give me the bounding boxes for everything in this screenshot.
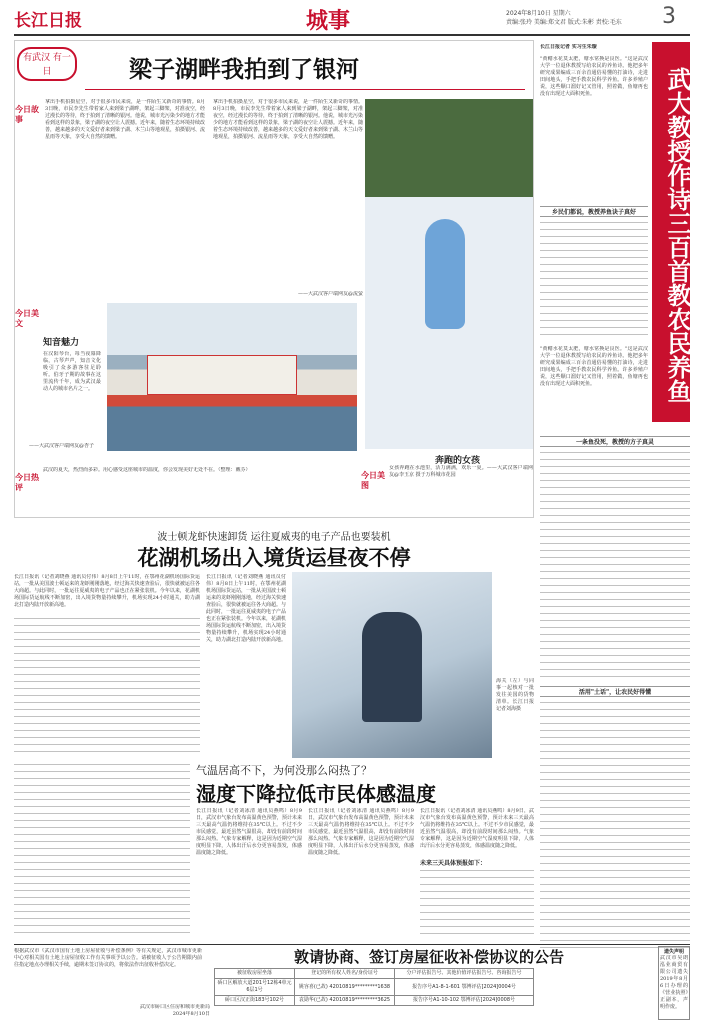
column-logo: 有武汉 有一日 xyxy=(17,47,77,81)
cargo-body-lines xyxy=(14,616,200,756)
table-row xyxy=(215,996,534,1006)
notice-left-text: 根据武汉市《武汉市国有土地上房屋征收与补偿条例》等有关规定，武汉市城市更新中心对相关国有土地上房屋征收工作有关事项予以公告。请被征收人于公告期限内前往指定地点办理相关手续，逾期未签订协议的，将依法作出征收补偿决定。 xyxy=(14,948,202,968)
cargo-body-1: 长江日报讯（记者刘晓燕 通讯员付伟）8月8日上午11时，在鄂州花湖机场国际货运站，一批从美国波士顿运来的龙虾刚刚落地，经过海关快速查验后，很快就被运往各大商超。与此同时，一批运往夏威夷的电子产品也正在紧张装机。今年以来，花湖机场国际货运航线不断加密，出入境货物量持续攀升，机场实现24小时通关，助力湖北打造内陆开放新高地。 xyxy=(14,574,200,608)
weather-story xyxy=(14,762,534,938)
ad-title: 遗失声明 xyxy=(663,949,684,955)
cargo-story xyxy=(14,528,534,758)
right-body-lines-3 xyxy=(540,700,690,950)
customs-photo xyxy=(292,572,492,758)
right-kicker: 长江日报记者 实习生朱璇 xyxy=(540,44,597,50)
forecast-lines xyxy=(420,868,534,936)
editor-credits: 责编:张玲 美编:郑文君 版式:朱彬 责校:毛东 xyxy=(506,19,622,26)
table-cell: 袁勋华(已故) 42010819*********3625 xyxy=(295,996,395,1006)
table-header: 被征收房屋坐落 xyxy=(215,969,295,979)
cargo-continuation-lines xyxy=(14,762,190,938)
notice-table xyxy=(214,968,534,1006)
subhead-3: 活用"土话"，让农民好得懂 xyxy=(540,686,690,697)
subhead-2: 一条鱼没死，教授的方子真灵 xyxy=(540,436,690,447)
ferry-photo xyxy=(107,303,357,451)
photo-caption: 女孩奔跑在水池里，活力满满，欢乐一夏。——大武汉客户端网友@李玉京 摄于万科城市花园 xyxy=(389,465,533,478)
feature-body-col2: 拿出手机拍摄星空，对于很多市民来说，是一件陌生又新奇的事情。8月3日晚，市民李先生带着家人来到梁子湖畔，架起三脚架，对准夜空，经过漫长的等待，终于拍到了清晰的银河。他说，城市光污染少的地方才能看到这样的景象，梁子湖的夜空让人震撼。近年来，随着生态环境持续改善，越来越多的天文爱好者来到梁子湖、木兰山等地观星，拍摄银河、流星雨等天象，享受大自然的馈赠。 xyxy=(213,99,363,140)
table-cell: 报告序号A1-10-102 鄂博评估[2024]0008号 xyxy=(395,996,534,1006)
label-essay: 今日美文 xyxy=(15,309,39,328)
essay-title: 知音魅力 xyxy=(43,338,80,348)
label-comment: 今日热评 xyxy=(15,473,39,492)
running-girl-photo xyxy=(365,99,533,449)
notice-section xyxy=(14,946,690,1020)
notice-date: 2024年8月10日 xyxy=(172,1011,210,1017)
forecast-title: 未来三天具体预报如下： xyxy=(420,860,487,867)
right-body-lines-1 xyxy=(540,220,648,340)
table-header-row xyxy=(215,969,534,979)
feature-box xyxy=(14,40,534,518)
right-headline: 武大教授作诗三百首教农民养鱼 xyxy=(652,42,690,422)
photo-caption-title: 奔跑的女孩 xyxy=(435,456,481,466)
right-body-lines-2 xyxy=(540,450,690,680)
feature-source: ——大武汉客户端网友@流萤 xyxy=(297,291,363,297)
ad-body: 武汉市昊朗泓业商贸有限公司遗失2019年8月6日办理的《营业执照》正副本，声明作废。 xyxy=(660,955,688,1010)
commentary: 武汉的夏天，热烈而多彩。用心感受这座城市的温度，你会发现美好无处不在。（整理：戴芬） xyxy=(43,467,251,473)
weather-kicker: 气温居高不下，为何没那么闷热了？ xyxy=(196,764,372,777)
right-column xyxy=(540,40,690,990)
label-story: 今日故事 xyxy=(15,105,39,124)
label-photo: 今日美图 xyxy=(361,471,385,490)
table-cell: 硚口区汉正街183号102号 xyxy=(215,996,295,1006)
feature-body-col1: 拿出手机拍摄星空，对于很多市民来说，是一件陌生又新奇的事情。8月3日晚，市民李先生带着家人来到梁子湖畔，架起三脚架，对准夜空，经过漫长的等待，终于拍到了清晰的银河。他说，城市光污染少的地方才能看到这样的景象，梁子湖的夜空让人震撼。近年来，随着生态环境持续改善，越来越多的天文爱好者来到梁子湖、木兰山等地观星，拍摄银河、流星雨等天象，享受大自然的馈赠。 xyxy=(45,99,205,140)
ferry-boat xyxy=(147,355,297,395)
weather-body-1: 长江日报讯（记者刘冰清 通讯员燕鸣）8月9日，武汉市气象台发布高温黄色预警，预计未来三天最高气温仍将维持在35℃以上。不过不少市民感觉，最近虽然气温很高，却没有前段时间那么闷热。气象专家解释，这是因为近期空气湿度明显下降，人体出汗后水分更容易蒸发，体感温度随之降低。 xyxy=(196,808,302,856)
right-body-2: "黄鳝水花莫太肥，塘水常换是良医。"这是武汉大学一位退休教授写给农民的养鱼诗。他把多年研究成果编成三百余首通俗易懂的打油诗，走进田间地头，手把手教农民科学养鱼。许多养殖户说，这些顺口溜好记又管用，照着做，鱼塘再也没有出现过大面积死鱼。 xyxy=(540,346,648,387)
table-cell: 硚口区解放大道201号12栋4单元6层1号 xyxy=(215,979,295,996)
table-header: 分户评估报告号、其他价值评估报告号、咨询报告号 xyxy=(395,969,534,979)
right-body-1: "黄鳝水花莫太肥，塘水常换是良医。"这是武汉大学一位退休教授写给农民的养鱼诗。他把多年研究成果编成三百余首通俗易懂的打油诗，走进田间地头，手把手教农民科学养鱼。许多养殖户说，这些顺口溜好记又管用，照着做，鱼塘再也没有出现过大面积死鱼。 xyxy=(540,56,648,97)
cargo-kicker: 波士顿龙虾快速卸货 运往夏威夷的电子产品也要装机 xyxy=(157,532,391,543)
headline-rule xyxy=(85,89,525,90)
essay-source: ——大武汉客户端网友@杏子 xyxy=(29,443,95,449)
table-cell: 报告序号A1-8-1-601 鄂博评估[2024]0004号 xyxy=(395,979,534,996)
newspaper-logo: 长江日报 xyxy=(14,11,82,31)
lost-notice-ad xyxy=(658,946,690,1020)
girl-figure xyxy=(425,219,465,329)
notice-title: 敦请协商、签订房屋征收补偿协议的公告 xyxy=(294,948,565,966)
masthead-rule xyxy=(14,34,690,36)
weather-body-2: 长江日报讯（记者刘冰清 通讯员燕鸣）8月9日，武汉市气象台发布高温黄色预警，预计未来三天最高气温仍将维持在35℃以上。不过不少市民感觉，最近虽然气温很高，却没有前段时间那么闷热。气象专家解释，这是因为近期空气湿度明显下降，人体出汗后水分更容易蒸发，体感温度随之降低。 xyxy=(308,808,414,856)
cargo-headline: 花湖机场出入境货运昼夜不停 xyxy=(137,545,411,570)
page-number: 3 xyxy=(662,4,676,29)
officer-figure xyxy=(362,612,422,722)
customs-caption: 海关（左）与同事一起核对一批发往美国的货物清单。长江日报记者刘海摄 xyxy=(496,678,534,712)
table-header: 登记的所有权人姓名/身份证号 xyxy=(295,969,395,979)
essay-body: 在汉阳琴台，每当夜幕降临，古琴声声，知音文化吸引了众多游客驻足聆听。伯牙子期的故事在这里流传千年，成为武汉最动人的城市名片之一。 xyxy=(43,351,101,392)
notice-signature: 武汉市硚口区住房和城市更新局 xyxy=(139,1004,210,1010)
section-title: 城事 xyxy=(306,8,351,34)
bottom-rule xyxy=(14,944,690,945)
feature-headline: 梁子湖畔我拍到了银河 xyxy=(129,56,359,83)
table-cell: 姚容喜(已故) 42010819*********1638 xyxy=(295,979,395,996)
table-row xyxy=(215,979,534,996)
weather-body-3: 长江日报讯（记者刘冰清 通讯员燕鸣）8月9日，武汉市气象台发布高温黄色预警，预计未来三天最高气温仍将维持在35℃以上。不过不少市民感觉，最近虽然气温很高，却没有前段时间那么闷热。气象专家解释，这是因为近期空气湿度明显下降，人体出汗后水分更容易蒸发，体感温度随之降低。 xyxy=(420,808,534,848)
issue-date: 2024年8月10日 星期六 xyxy=(506,10,571,17)
weather-headline: 湿度下降拉低市民体感温度 xyxy=(196,782,436,806)
masthead xyxy=(14,6,690,32)
cargo-body-2: 长江日报讯（记者刘晓燕 通讯员付伟）8月8日上午11时，在鄂州花湖机场国际货运站，一批从美国波士顿运来的龙虾刚刚落地，经过海关快速查验后，很快就被运往各大商超。与此同时，一批运往夏威夷的电子产品也正在紧张装机。今年以来，花湖机场国际货运航线不断加密，出入境货物量持续攀升，机场实现24小时通关，助力湖北打造内陆开放新高地。 xyxy=(206,574,286,643)
subhead-1: 乡民们都说，教授养鱼诀子真好 xyxy=(540,206,648,217)
